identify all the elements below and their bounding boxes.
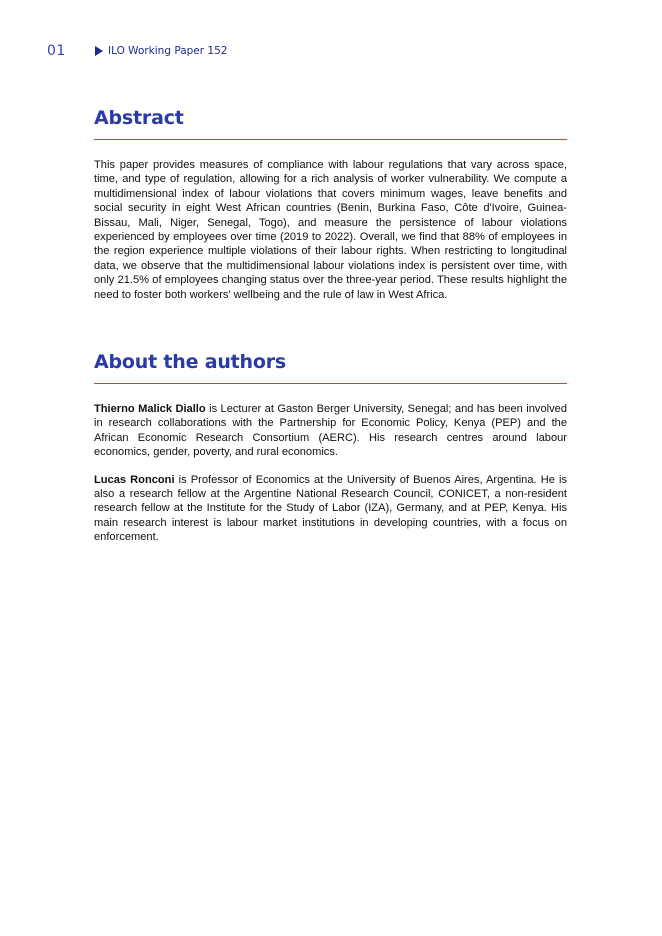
series-title: ILO Working Paper 152 [108, 45, 228, 57]
authors-section [94, 351, 567, 545]
author-bio-text: is Professor of Economics at the University of Buenos Aires, Argentina. He is also a research fellow at the Argentine National Research Council, CONICET, a non-resident research fellow at the Institute for the Study of Labor (IZA), Germany, and at PEP, Kenya. His main research interest is labour market institutions in developing countries, with a focus on enforcement. [94, 473, 568, 544]
author-bio [94, 402, 567, 460]
abstract-section [94, 107, 567, 302]
triangle-icon [95, 46, 103, 56]
abstract-text: This paper provides measures of compliance with labour regulations that vary across space, time, and type of regulation, allowing for a rich analysis of worker vulnerability. We compute a multidimensional index of labour violations that covers minimum wages, leave benefits and social security in eight West African countries (Benin, Burkina Faso, Côte d'Ivoire, Guinea-Bissau, Mali, Niger, Senegal, Togo), and measure the persistence of labour violations experienced by employees over time (2019 to 2022). Overall, we find that 88% of employees in the region experience multiple violations of their labour rights. When restricting to longitudinal data, we observe that the multidimensional labour violations index is persistent over time, with only 21.5% of employees changing status over the three-year period. These results highlight the need to foster both workers' wellbeing and the rule of law in West Africa. [94, 159, 567, 301]
authors-divider [94, 383, 567, 384]
abstract-heading: Abstract [94, 107, 184, 129]
abstract-divider [94, 139, 567, 140]
author-bio-text: is Lecturer at Gaston Berger University, Senegal; and has been involved in research collaborations with the Partnership for Economic Policy, Kenya (PEP) and the African Economic Research Consortium (AERC). His research centres around labour economics, gender, poverty, and rural economics. [94, 403, 567, 459]
page-number: 01 [47, 43, 66, 59]
author-name: Thierno Malick Diallo [94, 403, 206, 415]
running-header [95, 45, 227, 57]
author-name: Lucas Ronconi [94, 473, 175, 486]
authors-heading: About the authors [94, 351, 286, 373]
author-bio [94, 473, 567, 545]
